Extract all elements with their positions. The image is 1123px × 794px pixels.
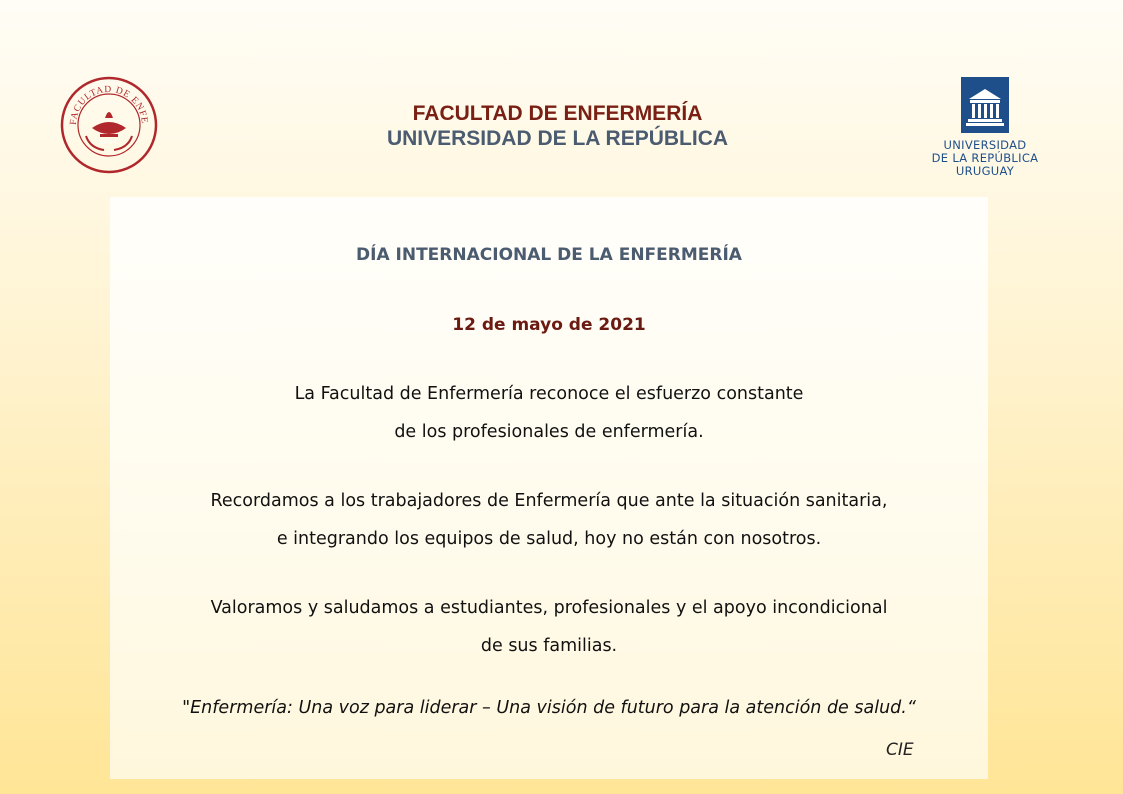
quote-text: Enfermería: Una voz para liderar – Una visión de futuro para la atención de salud.“ — [190, 698, 916, 718]
paragraph-line: de los profesionales de enfermería. — [394, 422, 704, 442]
udelar-line-2: DE LA REPÚBLICA — [931, 151, 1039, 165]
quote-attribution: CIE — [886, 740, 914, 760]
udelar-line-3: URUGUAY — [955, 164, 1015, 178]
quote-open-mark: " — [182, 698, 191, 718]
paragraph-line: La Facultad de Enfermería reconoce el esfuerzo constante — [294, 384, 804, 404]
paragraph-recognition — [110, 375, 988, 451]
paragraph-line: e integrando los equipos de salud, hoy no están con nosotros. — [276, 529, 822, 549]
document-date: 12 de mayo de 2021 — [452, 315, 646, 335]
paragraph-line: Recordamos a los trabajadores de Enfermería que ante la situación sanitaria, — [210, 491, 888, 511]
university-name: UNIVERSIDAD DE LA REPÚBLICA — [386, 127, 729, 150]
paragraph-remembrance — [110, 482, 988, 558]
document-title: DÍA INTERNACIONAL DE LA ENFERMERÍA — [356, 245, 742, 265]
udelar-building-icon — [961, 77, 1009, 133]
faculty-name: FACULTAD DE ENFERMERÍA — [412, 102, 703, 125]
paragraph-appreciation — [110, 589, 988, 665]
udelar-logo — [920, 77, 1050, 178]
svg-text:FACULTAD DE ENFERMERIA: FACULTAD DE ENFE — [68, 84, 150, 126]
page-header — [330, 102, 785, 152]
message-panel — [110, 197, 988, 779]
facultad-seal-logo — [60, 76, 158, 174]
paragraph-line: Valoramos y saludamos a estudiantes, profesionales y el apoyo incondicional — [210, 598, 888, 618]
paragraph-line: de sus familias. — [480, 636, 618, 656]
motto-quote — [110, 698, 988, 718]
svg-text:MCML: MCML — [99, 140, 119, 146]
udelar-line-1: UNIVERSIDAD — [943, 138, 1027, 152]
